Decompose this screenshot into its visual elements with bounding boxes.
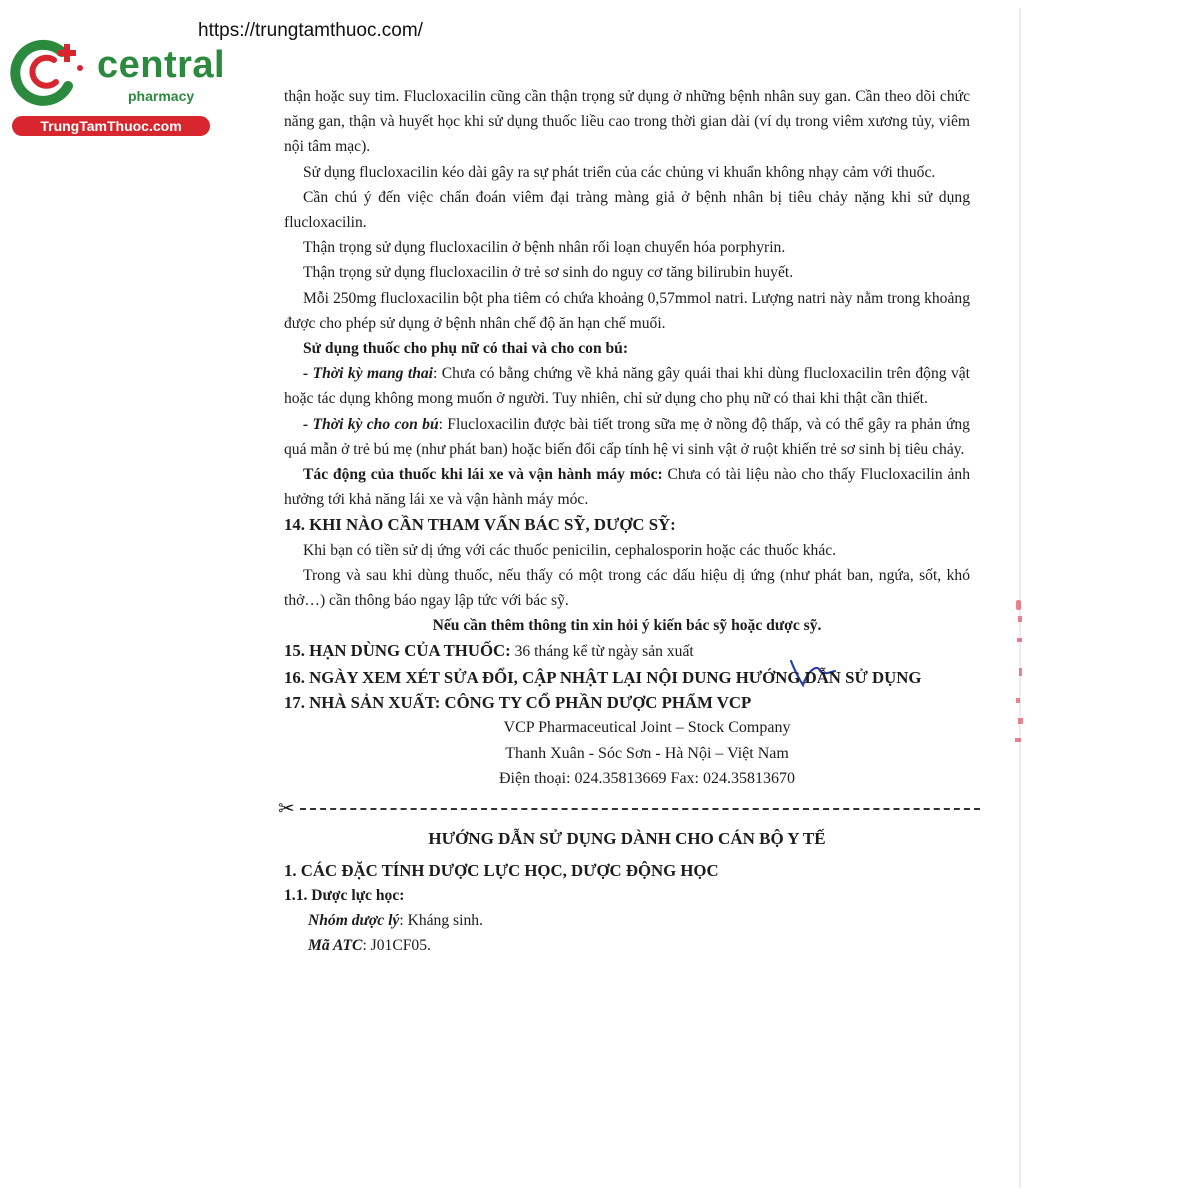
- pharmacologic-group-text: : Kháng sinh.: [399, 911, 483, 929]
- paragraph-colitis: Cần chú ý đến việc chẩn đoán viêm đại tràng màng giả ở bệnh nhân bị tiêu chảy nặng khi sử dụng flucloxacilin.: [284, 188, 970, 232]
- lactation-label: - Thời kỳ cho con bú: [303, 415, 439, 433]
- manufacturer-location: Thanh Xuân - Sóc Sơn - Hà Nội – Việt Nam: [505, 744, 789, 762]
- scissors-icon: ✂: [278, 795, 295, 820]
- driving-label: Tác động của thuốc khi lái xe và vận hành máy móc:: [303, 466, 663, 484]
- section-14-heading: 14. KHI NÀO CẦN THAM VẤN BÁC SỸ, DƯỢC SỸ:: [284, 515, 676, 535]
- section-1-1-heading-text: 1.1. Dược lực học:: [284, 886, 405, 904]
- dashed-divider: [300, 808, 980, 810]
- paragraph-sodium: Mỗi 250mg flucloxacilin bột pha tiêm có chứa khoảng 0,57mmol natri. Lượng natri này nằm trong khoảng được cho phép sử dụng ở bệnh nhân chế độ ăn hạn chế muối.: [284, 289, 970, 332]
- logo-site-name[interactable]: TrungTamThuoc.com: [12, 116, 210, 136]
- paragraph-neonates: Thận trọng sử dụng flucloxacilin ở trẻ sơ sinh do nguy cơ tăng bilirubin huyết.: [303, 264, 794, 282]
- manufacturer-phone-fax: Điện thoại: 024.35813669 Fax: 024.35813670: [499, 770, 795, 788]
- section-15-text: 36 tháng kể từ ngày sản xuất: [510, 643, 694, 661]
- atc-code-text: : J01CF05.: [362, 937, 431, 955]
- section-14-allergy-signs: Trong và sau khi dùng thuốc, nếu thấy có một trong các dấu hiệu dị ứng (như phát ban, ngứa, sốt, khó thở…) cần thông báo ngay lập tức với bác sỹ.: [284, 566, 970, 610]
- manufacturer-address: [284, 715, 970, 792]
- section-15-label: 15. HẠN DÙNG CỦA THUỐC:: [284, 641, 511, 661]
- logo-subtitle: pharmacy: [128, 88, 195, 104]
- logo-wordmark: central: [97, 44, 226, 86]
- pharmacy-cross-icon: [10, 38, 94, 108]
- section-16-heading: 16. NGÀY XEM XÉT SỬA ĐỔI, CẬP NHẬT LẠI NỘI DUNG HƯỚNG DẪN SỬ DỤNG: [284, 667, 922, 687]
- paragraph-lactation: [284, 412, 970, 462]
- driving-text: Chưa có tài liệu nào cho thấy Flucloxacilin ảnh hưởng tới khả năng lái xe và vận hành máy móc.: [284, 466, 970, 509]
- section-14-note-text: Nếu cần thêm thông tin xin hỏi ý kiến bác sỹ hoặc dược sỹ.: [432, 617, 822, 635]
- atc-code-label: Mã ATC: [308, 937, 363, 955]
- manufacturer-company: VCP Pharmaceutical Joint – Stock Company: [503, 719, 791, 737]
- section-14-allergy-history: Khi bạn có tiền sử dị ứng với các thuốc penicilin, cephalosporin hoặc các thuốc khác.: [303, 541, 837, 559]
- lactation-text: : Flucloxacilin được bài tiết trong sữa mẹ ở nồng độ thấp, và có thể gây ra phản ứng quá mẫn ở trẻ bú mẹ (như phát ban) hoặc biến đổi cấp tính hệ vi sinh vật ở ruột khiến trẻ sơ sinh bị tiêu chảy.: [284, 415, 970, 458]
- section-15: [284, 638, 970, 664]
- atc-code: [284, 933, 970, 958]
- central-pharmacy-logo: [10, 38, 226, 138]
- staff-guide-title: HƯỚNG DẪN SỬ DỤNG DÀNH CHO CÁN BỘ Y TẾ: [428, 828, 826, 848]
- section-17-heading: 17. NHÀ SẢN XUẤT: CÔNG TY CỔ PHẦN DƯỢC PHẨM VCP: [284, 692, 752, 712]
- leaflet-text: [278, 84, 971, 958]
- pregnancy-heading: [284, 336, 970, 361]
- paragraph-driving: [284, 462, 970, 512]
- paragraph-renal-hepatic: thận hoặc suy tim. Flucloxacilin cũng cần thận trọng sử dụng ở những bệnh nhân suy gan. Cần theo dõi chức năng gan, thận và huyết học khi sử dụng thuốc liều cao trong thời gian dài (ví dụ trong viêm xương tủy, viêm nội tâm mạc).: [284, 88, 970, 156]
- pharmacologic-group: [284, 908, 970, 933]
- source-url[interactable]: https://trungtamthuoc.com/: [198, 20, 423, 41]
- section-1-1-heading: [284, 883, 970, 908]
- paragraph-pregnancy: [284, 361, 970, 411]
- pharmacologic-group-label: Nhóm dược lý: [308, 911, 400, 929]
- section-14-note: [284, 613, 970, 638]
- pregnancy-text: : Chưa có bằng chứng về khả năng gây quái thai khi dùng flucloxacilin trên động vật hoặc tác dụng không mong muốn ở người. Tuy nhiên, chỉ sử dụng cho phụ nữ có thai khi thật cần thiết.: [284, 365, 971, 408]
- cut-line: [278, 795, 970, 820]
- paragraph-porphyria: Thận trọng sử dụng flucloxacilin ở bệnh nhân rối loạn chuyển hóa porphyrin.: [303, 239, 786, 257]
- pregnancy-heading-text: Sử dụng thuốc cho phụ nữ có thai và cho con bú:: [303, 340, 629, 358]
- section-1-heading: 1. CÁC ĐẶC TÍNH DƯỢC LỰC HỌC, DƯỢC ĐỘNG HỌC: [284, 860, 719, 880]
- pregnancy-label: - Thời kỳ mang thai: [303, 365, 433, 383]
- paragraph-resistance: Sử dụng flucloxacilin kéo dài gây ra sự phát triển của các chủng vi khuẩn không nhạy cảm với thuốc.: [303, 163, 936, 181]
- red-stamp-mark: [1010, 598, 1030, 748]
